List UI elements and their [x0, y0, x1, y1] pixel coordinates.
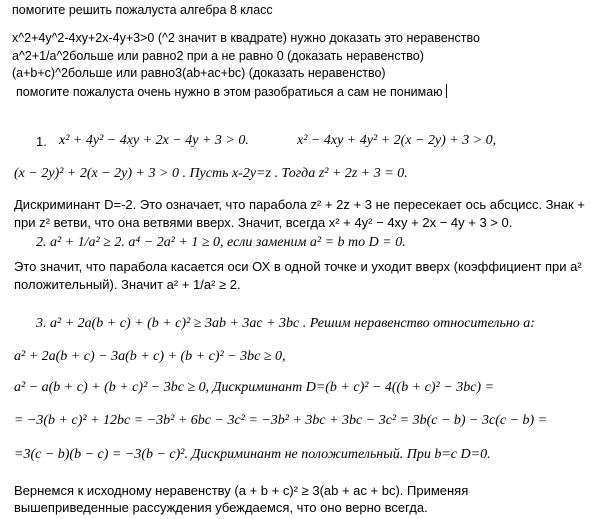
- question-line-4: помогите пожалуста очень нужно в этом разобратиься а сам не понимаю: [16, 85, 443, 99]
- text-cursor: [446, 84, 447, 98]
- solution-2-explanation: Это значит, что парабола касается оси ОХ в одной точке и уходит вверх (коэффициент при a²: [14, 259, 582, 274]
- solution-3-statement: 3. a² + 2a(b + c) + (b + c)² ≥ 3ab + 3ac + 3bc . Решим неравенство относительно а:: [36, 316, 535, 331]
- solution-2-conclusion: положительный). Значит a² + 1/a² ≥ 2.: [14, 277, 241, 292]
- solution-3-step-2: a² − a(b + c) + (b + c)² − 3bc ≥ 0, Дискриминант D=(b + c)² − 4((b + c)² − 3bc) =: [14, 380, 495, 395]
- solution-1-conclusion: при z² ветви, что она ветвями вверх. Значит, всегда x² + 4y² − 4xy + 2x − 4y + 3 > 0.: [14, 215, 513, 230]
- solution-3-return: Вернемся к исходному неравенству (a + b + c)² ≥ 3(ab + ac + bc). Применяя: [14, 483, 469, 498]
- question-title: помогите решить пожалуста алгебра 8 класс: [12, 3, 273, 17]
- solution-1-substitution: (x − 2y)² + 2(x − 2y) + 3 > 0 . Пусть x-2y=z . Тогда z² + 2z + 3 = 0.: [14, 166, 408, 181]
- solution-1-expression: x² + 4y² − 4xy + 2x − 4y + 3 > 0.: [59, 133, 249, 148]
- solution-1-discriminant: Дискриминант D=-2. Это означает, что парабола z² + 2z + 3 не пересекает ось абсцисс. Знак +: [14, 197, 585, 212]
- solution-3-step-3: = −3(b + c)² + 12bc = −3b² + 6bc − 3c² = −3b² + 3bc + 3bc − 3c² = 3b(c − b) − 3c(c − b) =: [14, 413, 548, 428]
- solution-3-conclusion: вышеприведенные рассуждения убеждаемся, что оно верно всегда.: [14, 500, 428, 515]
- question-line-1: x^2+4y^2-4xy+2x-4y+3>0 (^2 значит в квадрате) нужно доказать это неравенство: [12, 31, 480, 45]
- solution-3-step-4: =3(c − b)(b − c) = −3(b − c)². Дискриминант не положительный. При b=c D=0.: [14, 447, 491, 462]
- solution-3-step-1: a² + 2a(b + c) − 3a(b + c) + (b + c)² − 3bc ≥ 0,: [14, 349, 286, 364]
- solution-1-number: 1.: [36, 134, 47, 149]
- solution-1-expression-transformed: x² − 4xy + 4y² + 2(x − 2y) + 3 > 0,: [297, 133, 497, 148]
- question-line-3: (а+b+c)^2больше или равно3(ab+ac+bc) (доказать неравенство): [12, 66, 386, 80]
- question-line-2: a^2+1/a^2больше или равно2 при а не равно 0 (доказать неравенство): [12, 49, 424, 63]
- solution-2-statement: 2. a² + 1/a² ≥ 2. a⁴ − 2a² + 1 ≥ 0, если заменим a² = b то D = 0.: [36, 235, 406, 250]
